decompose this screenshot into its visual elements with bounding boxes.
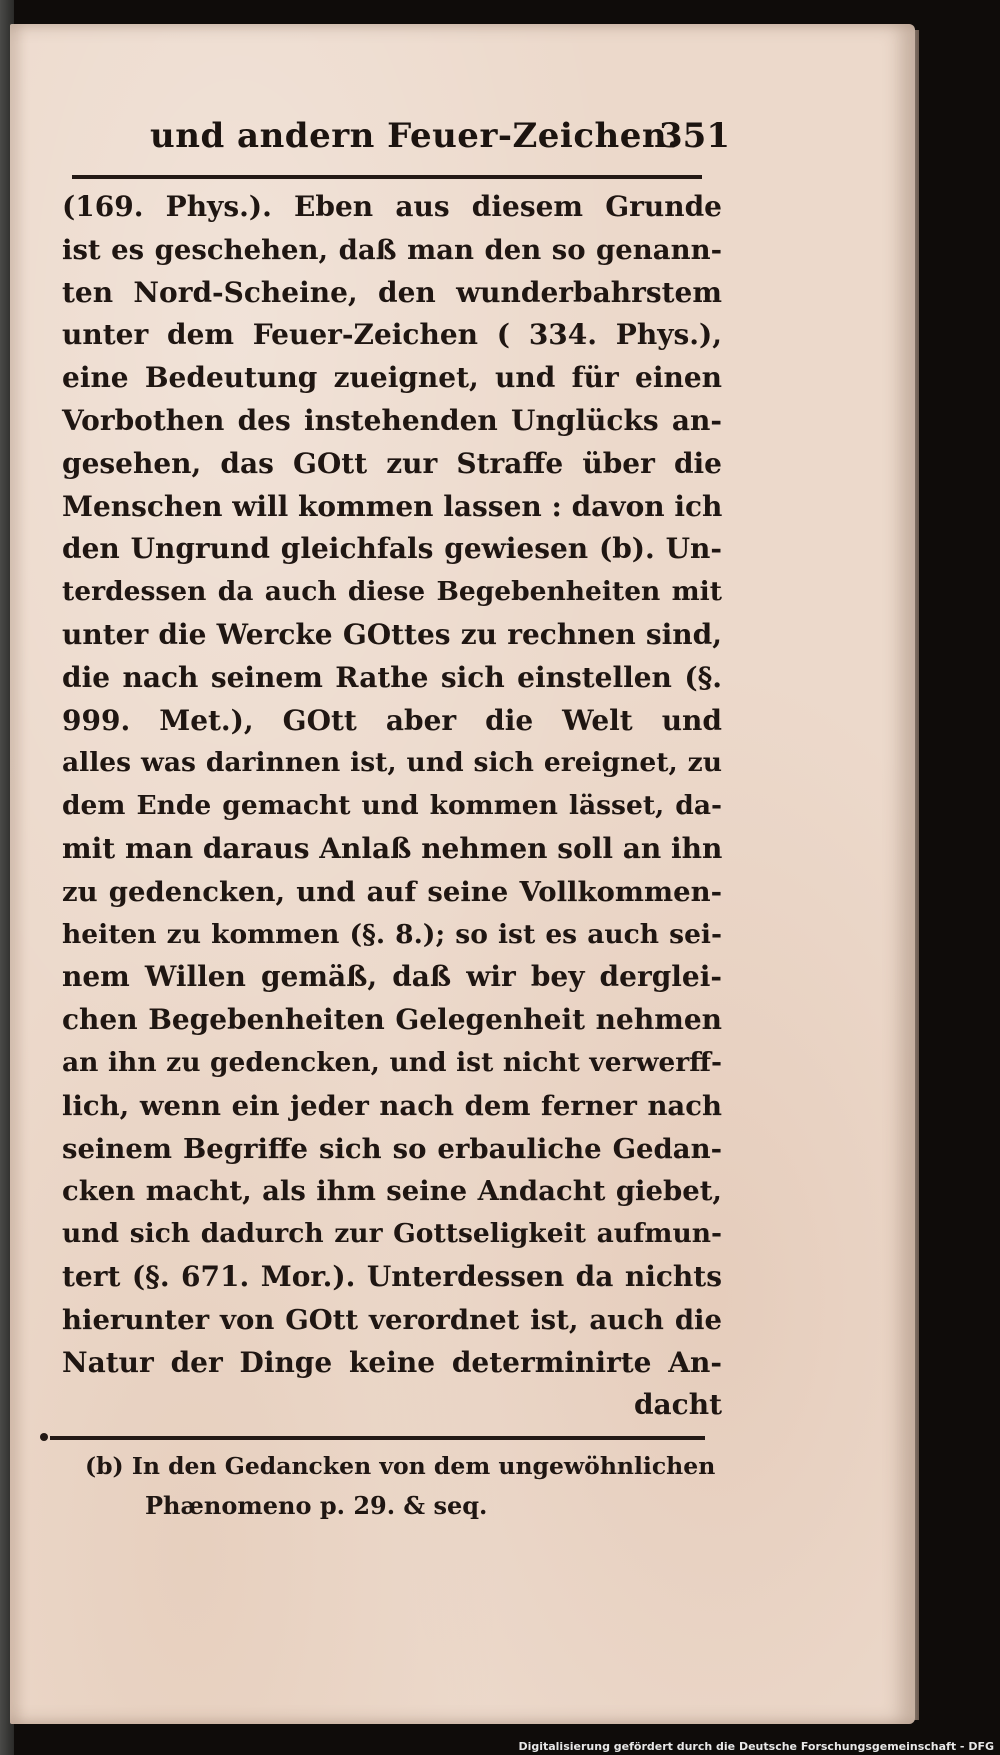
text-line: heiten zu kommen (§. 8.); so ist es auch sei-: [62, 918, 722, 950]
text-line: unter dem Feuer-Zeichen ( 334. Phys.),: [62, 318, 722, 352]
footnote-line: Phænomeno p. 29. & seq.: [145, 1491, 488, 1520]
text-line: gesehen, das GOtt zur Straffe über die: [62, 446, 722, 480]
text-line: die nach seinem Rathe sich einstellen (§.: [62, 660, 722, 694]
book-page: [10, 24, 915, 1724]
page-number: 351: [659, 116, 730, 156]
text-line: chen Begebenheiten Gelegenheit nehmen: [62, 1003, 722, 1037]
text-line: lich, wenn ein jeder nach dem ferner nach: [62, 1089, 722, 1122]
text-line: 999. Met.), GOtt aber die Welt und: [62, 703, 722, 737]
text-line: nem Willen gemäß, daß wir bey derglei-: [62, 960, 722, 994]
text-line: (169. Phys.). Eben aus diesem Grunde: [62, 190, 722, 223]
text-line: terdessen da auch diese Begebenheiten mit: [62, 576, 722, 608]
text-line: ist es geschehen, daß man den so genann-: [62, 233, 722, 266]
text-line: Vorbothen des instehenden Unglücks an-: [62, 403, 722, 437]
text-line: seinem Begriffe sich so erbauliche Gedan-: [62, 1132, 722, 1165]
footnote-rule: [50, 1436, 705, 1440]
text-line: und sich dadurch zur Gottseligkeit aufmun-: [62, 1218, 722, 1250]
text-line: cken macht, als ihm seine Andacht giebet,: [62, 1175, 722, 1208]
body-text: [62, 186, 722, 1427]
text-line: den Ungrund gleichfals gewiesen (b). Un-: [62, 532, 722, 566]
catchword: dacht: [633, 1388, 722, 1422]
page-header: [150, 116, 730, 166]
digitization-credit: Digitalisierung gefördert durch die Deutsche Forschungsgemeinschaft - DFG: [514, 1739, 998, 1755]
text-line: Menschen will kommen lassen : davon ich: [62, 489, 723, 523]
text-line: tert (§. 671. Mor.). Unterdessen da nichts: [62, 1259, 722, 1293]
text-line: an ihn zu gedencken, und ist nicht verwerff-: [62, 1046, 722, 1078]
text-line: zu gedencken, und auf seine Vollkommen-: [62, 875, 722, 908]
text-line: dem Ende gemacht und kommen lässet, da-: [62, 790, 722, 822]
footnote: [85, 1446, 725, 1526]
text-line: unter die Wercke GOttes zu rechnen sind,: [62, 617, 722, 651]
text-line: alles was darinnen ist, und sich ereignet, zu: [62, 747, 722, 779]
text-line: Natur der Dinge keine determinirte An-: [62, 1345, 722, 1379]
text-line: ten Nord-Scheine, den wunderbahrstem: [62, 275, 722, 309]
running-head: und andern Feuer-Zeichen.: [150, 116, 680, 156]
text-line: mit man daraus Anlaß nehmen soll an ihn: [62, 831, 723, 865]
header-rule: [72, 175, 702, 179]
footnote-rule-dot: [40, 1433, 48, 1441]
text-line: hierunter von GOtt verordnet ist, auch die: [62, 1303, 722, 1336]
text-line: eine Bedeutung zueignet, und für einen: [62, 361, 722, 395]
footnote-line: (b) In den Gedancken von dem ungewöhnlichen: [85, 1452, 716, 1480]
